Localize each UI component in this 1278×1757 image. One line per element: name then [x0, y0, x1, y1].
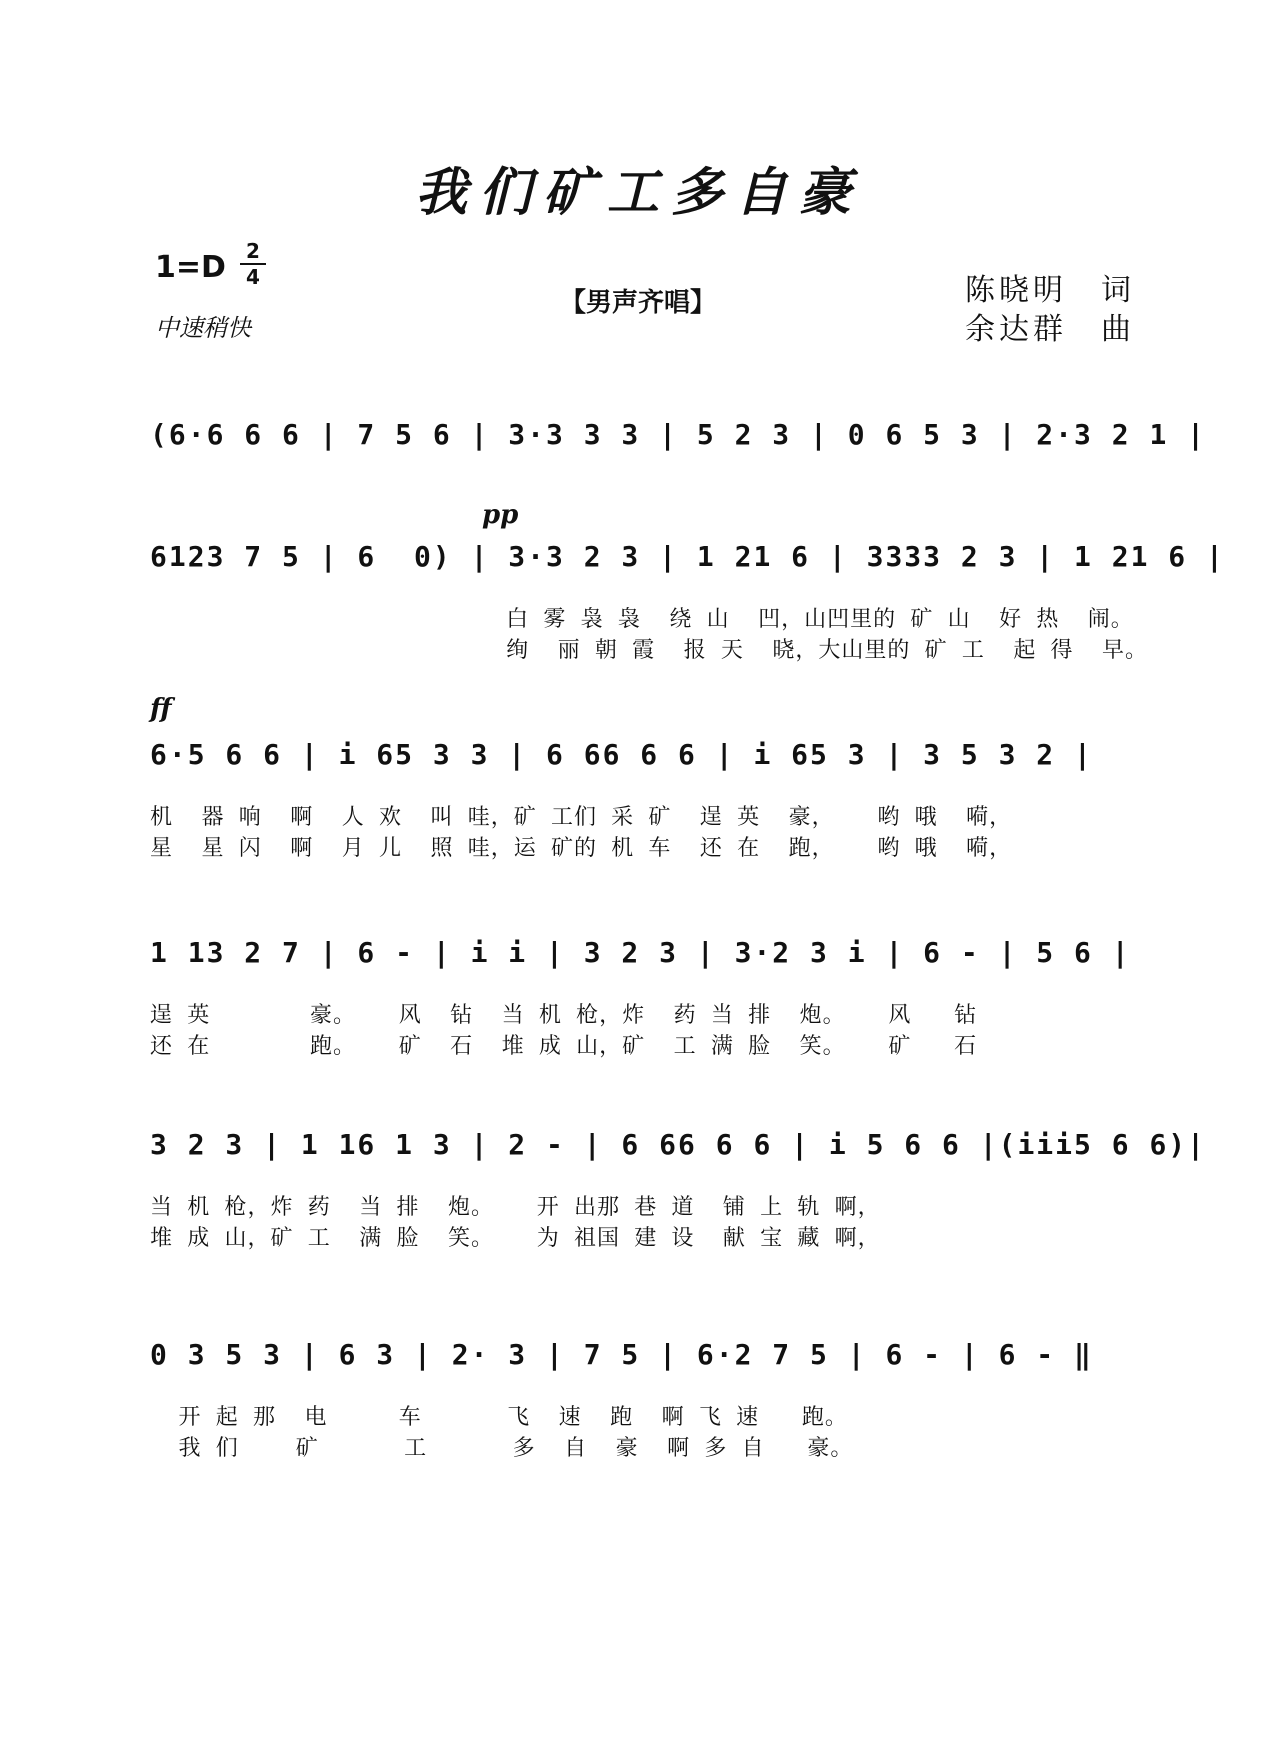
dynamic-pp: pp [482, 500, 519, 530]
lyric-verse-1: 当 机 枪，炸 药 当 排 炮。 开 出那 巷 道 铺 上 轨 啊， [150, 1195, 881, 1220]
lyric-verse-2: 还 在 跑。 矿 石 堆 成 山，矿 工 满 脸 笑。 矿 石 [150, 1034, 978, 1059]
meter-bottom: 4 [246, 265, 260, 289]
meter-top: 2 [246, 239, 260, 263]
lyric-verse-2: 星 星 闪 啊 月 儿 照 哇，运 矿的 机 车 还 在 跑， 哟 哦 嗬， [150, 836, 1013, 861]
lyricist-credit: 陈晓明 词 [965, 273, 1135, 308]
song-title: 我们矿工多自豪 [414, 162, 863, 223]
notes-line: 6·5 6 6 | i 65 3 3 | 6 66 6 6 | i 65 3 | 3 5 3 2 | [150, 738, 1093, 771]
notes-line: 1 13 2 7 | 6 - | i i | 3 2 3 | 3·2 3 i | 6 - | 5 6 | [150, 936, 1131, 969]
notes-line: 3 2 3 | 1 16 1 3 | 2 - | 6 66 6 6 | i 5 6 6 |(iii5 6 6)| [150, 1128, 1207, 1161]
lyric-verse-2: 堆 成 山，矿 工 满 脸 笑。 为 祖国 建 设 献 宝 藏 啊， [150, 1226, 881, 1251]
composer-credit: 余达群 曲 [965, 312, 1135, 347]
lyric-verse-1: 机 器 响 啊 人 欢 叫 哇，矿 工们 采 矿 逞 英 豪， 哟 哦 嗬， [150, 805, 1013, 830]
lyric-verse-2: 绚 丽 朝 霞 报 天 晓，大山里的 矿 工 起 得 早。 [150, 638, 1149, 663]
lyric-verse-1: 逞 英 豪。 风 钻 当 机 枪，炸 药 当 排 炮。 风 钻 [150, 1003, 978, 1028]
notes-line: 0 3 5 3 | 6 3 | 2· 3 | 7 5 | 6·2 7 5 | 6 - | 6 - ‖ [150, 1338, 1093, 1371]
notes-line: (6·6 6 6 | 7 5 6 | 3·3 3 3 | 5 2 3 | 0 6 5 3 | 2·3 2 1 | [150, 418, 1207, 451]
key-signature: 1=D [155, 250, 226, 285]
dynamic-ff: ff [150, 694, 172, 724]
lyric-verse-2: 我 们 矿 工 多 自 豪 啊 多 自 豪。 [150, 1436, 854, 1461]
time-signature [240, 240, 266, 288]
lyric-verse-1: 白 雾 袅 袅 绕 山 凹，山凹里的 矿 山 好 热 闹。 [150, 607, 1134, 632]
lyric-verse-1: 开 起 那 电 车 飞 速 跑 啊 飞 速 跑。 [150, 1405, 848, 1430]
tempo-marking: 中速稍快 [155, 314, 251, 342]
performance-note: 【男声齐唱】 [560, 288, 717, 318]
notes-line: 6123 7 5 | 6 0) | 3·3 2 3 | 1 21 6 | 3333 2 3 | 1 21 6 | [150, 540, 1225, 573]
